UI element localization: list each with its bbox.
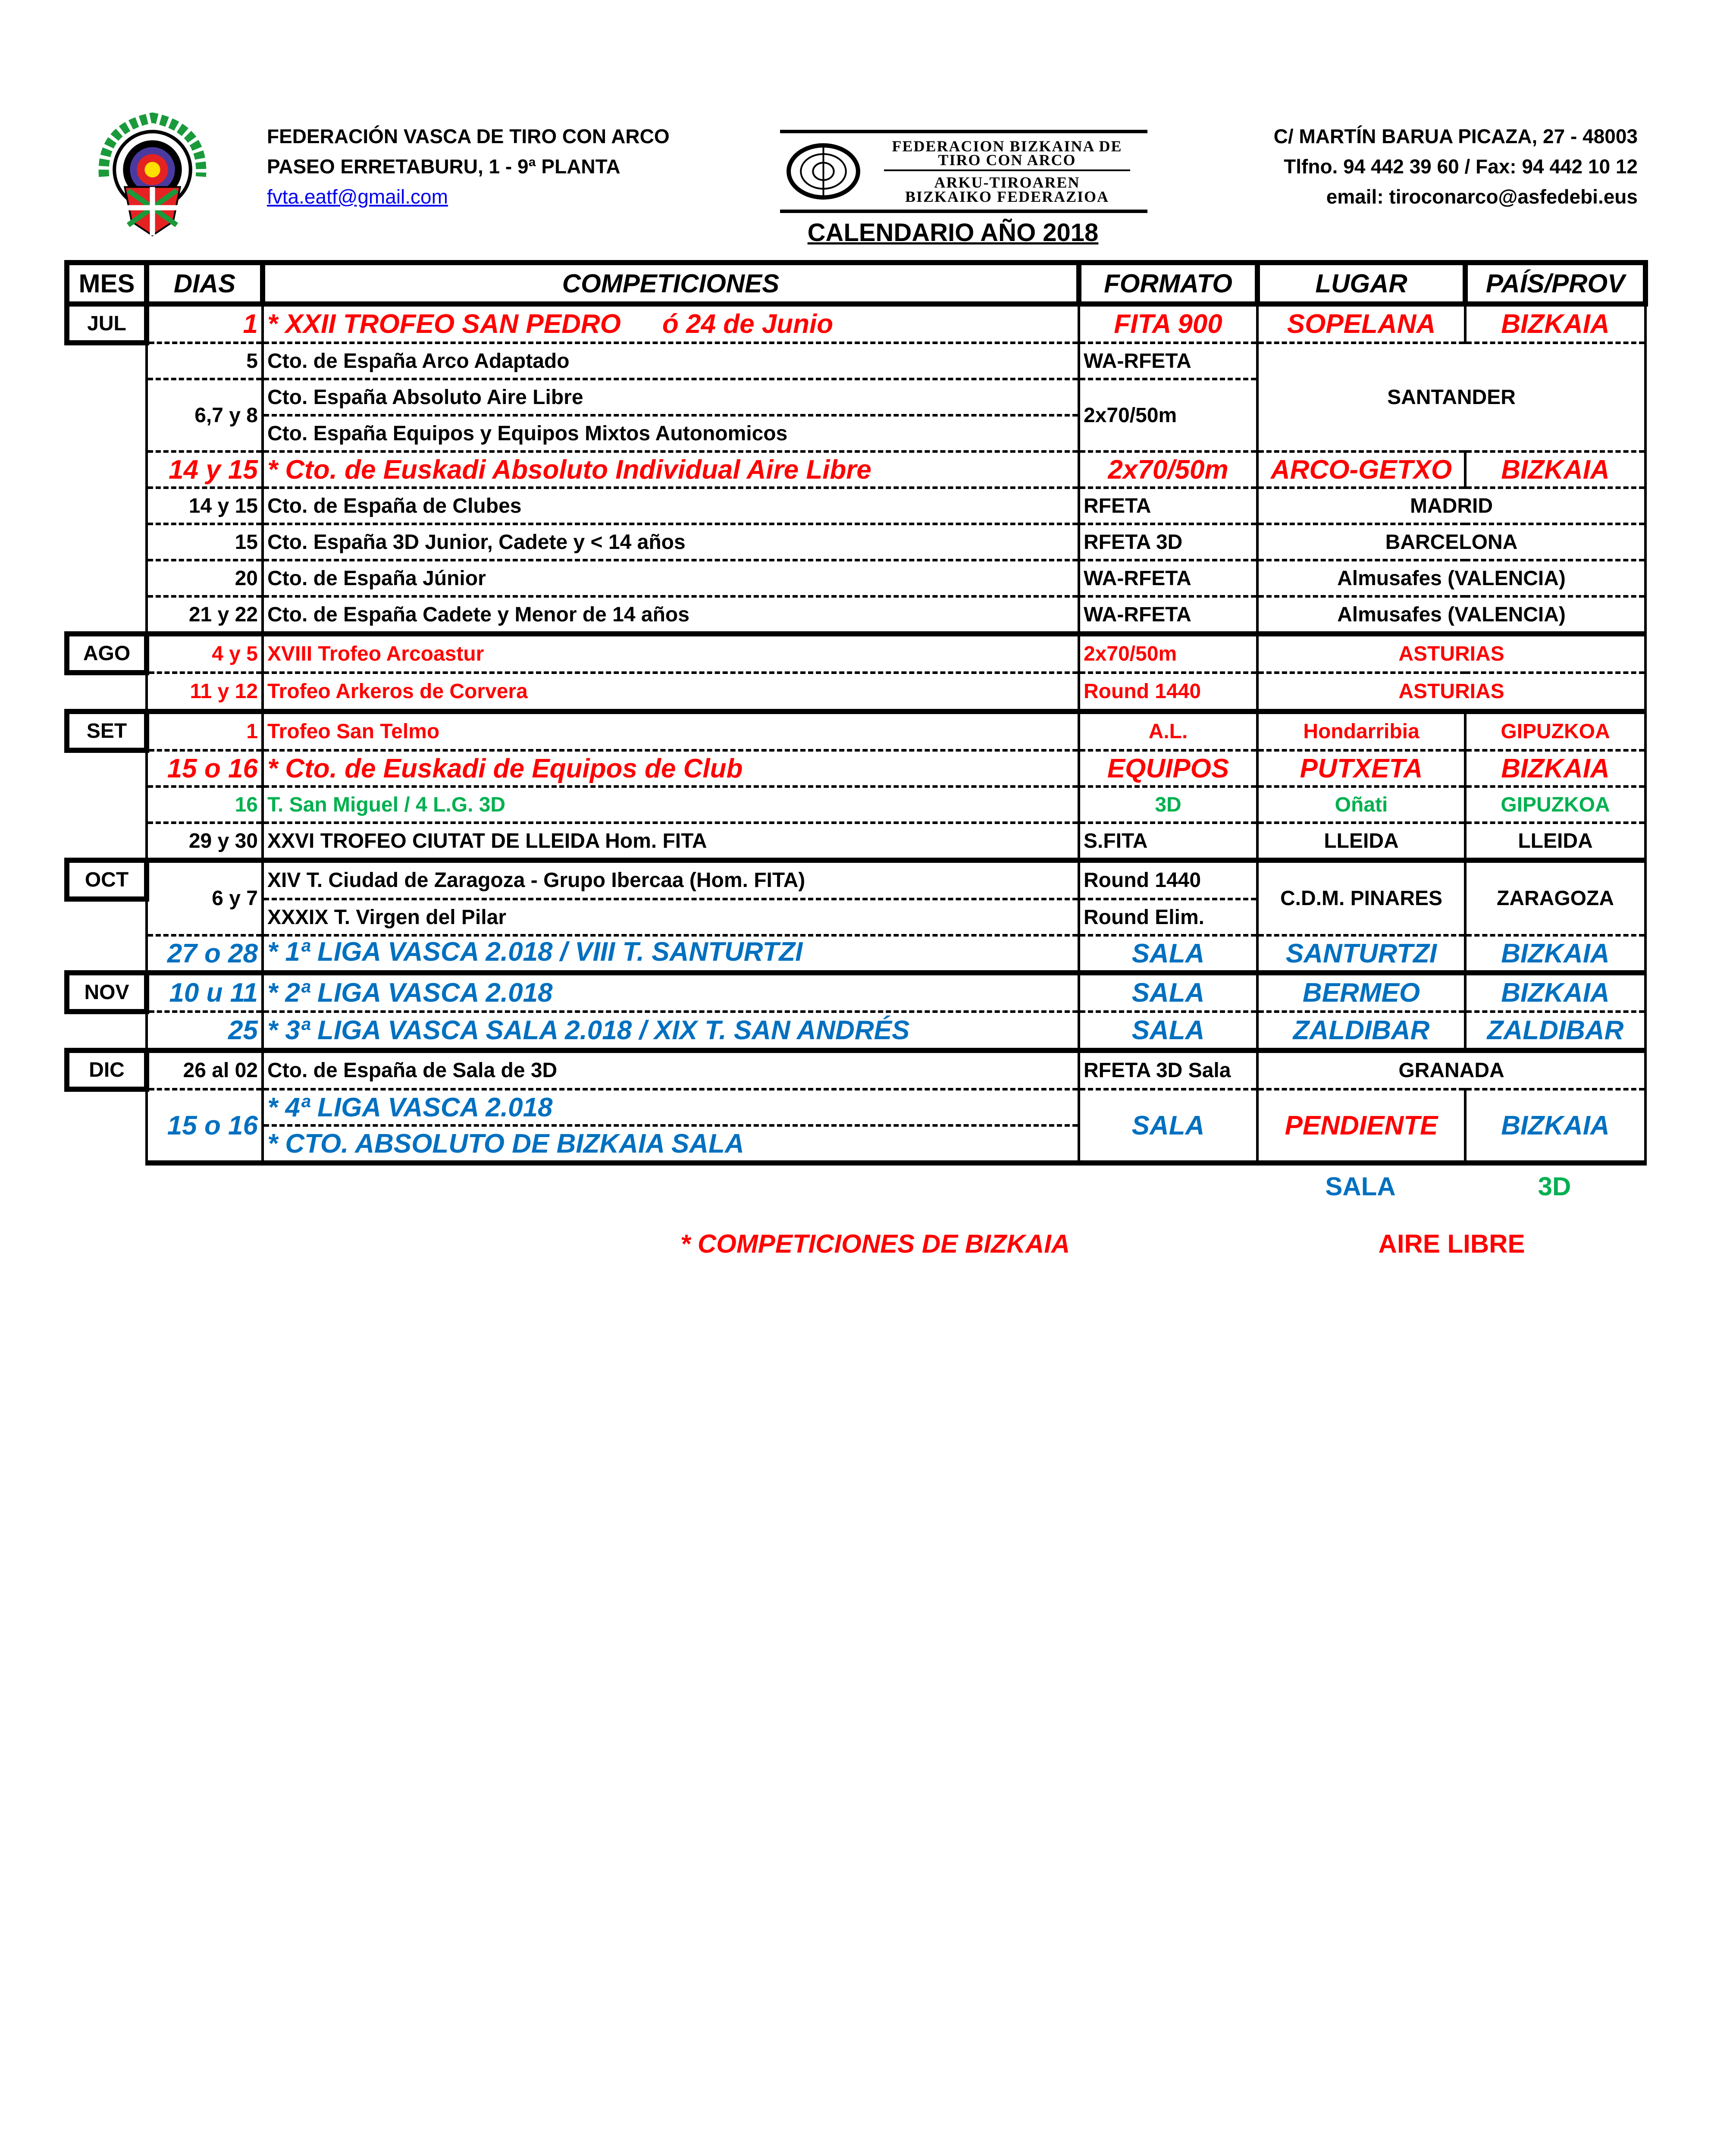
comp-cell: * 2ª LIGA VASCA 2.018 — [263, 973, 1079, 1012]
formato-cell: Round Elim. — [1079, 899, 1257, 935]
formato-cell: Round 1440 — [1079, 860, 1257, 899]
formato-cell: WA-RFETA — [1079, 560, 1257, 596]
table-row — [67, 1050, 1645, 1089]
empty-month-cell — [67, 451, 147, 488]
formato-cell: RFETA 3D Sala — [1079, 1050, 1257, 1089]
bizkaia-federation-logo — [780, 130, 1147, 213]
legend-bizkaia: * COMPETICIONES DE BIZKAIA — [680, 1229, 1070, 1258]
dias-cell: 11 y 12 — [147, 673, 263, 711]
comp-cell: Cto. de España Cadete y Menor de 14 años — [263, 596, 1079, 634]
month-cell: JUL — [67, 304, 147, 343]
formato-cell: RFETA — [1079, 488, 1257, 524]
dias-cell: 5 — [147, 343, 263, 379]
federation-name: FEDERACIÓN VASCA DE TIRO CON ARCO — [267, 125, 670, 147]
empty-month-cell — [67, 596, 147, 634]
table-row — [67, 787, 1645, 823]
formato-cell: A.L. — [1079, 711, 1257, 750]
legend-3d: 3D — [1538, 1172, 1571, 1201]
empty-month-cell — [67, 935, 147, 973]
comp-cell: XVIII Trofeo Arcoastur — [263, 634, 1079, 673]
lugar-cell: PENDIENTE — [1257, 1089, 1465, 1163]
comp-cell: Trofeo San Telmo — [263, 711, 1079, 750]
comp-note: ó 24 de Junio — [662, 309, 834, 339]
email-link[interactable]: fvta.eatf@gmail.com — [267, 185, 448, 208]
logo-line: BIZKAIKO FEDERAZIOA — [905, 188, 1109, 205]
dias-cell: 27 o 28 — [147, 935, 263, 973]
dias-cell: 10 u 11 — [147, 973, 263, 1012]
contact-info — [1109, 121, 1638, 212]
comp-cell: * 3ª LIGA VASCA SALA 2.018 / XIX T. SAN ANDRÉS — [263, 1012, 1079, 1050]
comp-cell: Cto. de España Arco Adaptado — [263, 343, 1079, 379]
formato-cell: SALA — [1079, 1089, 1257, 1163]
prov-cell: BIZKAIA — [1465, 973, 1645, 1012]
comp-cell: Cto. de España de Sala de 3D — [263, 1050, 1079, 1089]
table-row — [67, 596, 1645, 634]
table-row — [67, 1089, 1645, 1125]
lugar-cell: SANTURTZI — [1257, 935, 1465, 973]
dias-cell: 21 y 22 — [147, 596, 263, 634]
dias-cell: 15 — [147, 524, 263, 560]
empty-month-cell — [67, 415, 147, 451]
comp-cell: * CTO. ABSOLUTO DE BIZKAIA SALA — [263, 1125, 1079, 1163]
comp-cell: * 1ª LIGA VASCA 2.018 / VIII T. SANTURTZI — [263, 935, 1079, 973]
comp-cell: * Cto. de Euskadi Absoluto Individual Aire Libre — [263, 451, 1079, 488]
empty-month-cell — [67, 1125, 147, 1163]
federation-address — [267, 121, 670, 212]
dias-cell: 1 — [147, 711, 263, 750]
prov-cell: BIZKAIA — [1465, 750, 1645, 787]
table-row — [67, 673, 1645, 711]
dias-cell: 29 y 30 — [147, 823, 263, 860]
formato-cell: 3D — [1079, 787, 1257, 823]
dias-cell: 14 y 15 — [147, 488, 263, 524]
dias-cell: 15 o 16 — [147, 750, 263, 787]
formato-cell: WA-RFETA — [1079, 343, 1257, 379]
prov-cell: GIPUZKOA — [1465, 787, 1645, 823]
col-lugar: LUGAR — [1257, 263, 1465, 304]
formato-cell: WA-RFETA — [1079, 596, 1257, 634]
table-row — [67, 750, 1645, 787]
empty-month-cell — [67, 750, 147, 787]
lugar-cell: SANTANDER — [1257, 343, 1645, 451]
table-row — [67, 560, 1645, 596]
contact-phone: Tlfno. 94 442 39 60 / Fax: 94 442 10 12 — [1284, 155, 1638, 178]
table-row — [67, 860, 1645, 899]
target-emblem-icon — [785, 140, 862, 203]
lugar-cell: ASTURIAS — [1257, 673, 1645, 711]
empty-month-cell — [67, 1012, 147, 1050]
comp-cell: Trofeo Arkeros de Corvera — [263, 673, 1079, 711]
comp-cell: T. San Miguel / 4 L.G. 3D — [263, 787, 1079, 823]
prov-cell: ZARAGOZA — [1465, 860, 1645, 935]
col-dias: DIAS — [147, 263, 263, 304]
comp-cell: Cto. de España Júnior — [263, 560, 1079, 596]
comp-cell: Cto. España Absoluto Aire Libre — [263, 379, 1079, 415]
dias-cell: 26 al 02 — [147, 1050, 263, 1089]
logo-line: TIRO CON ARCO — [938, 151, 1076, 169]
lugar-cell: BERMEO — [1257, 973, 1465, 1012]
table-row — [67, 1012, 1645, 1050]
contact-email: email: tiroconarco@asfedebi.eus — [1326, 185, 1638, 208]
legend-aire-libre: AIRE LIBRE — [1378, 1229, 1525, 1258]
comp-cell: Cto. España Equipos y Equipos Mixtos Autonomicos — [263, 415, 1079, 451]
col-mes: MES — [67, 263, 147, 304]
lugar-cell: Almusafes (VALENCIA) — [1257, 596, 1645, 634]
empty-month-cell — [67, 899, 147, 935]
empty-month-cell — [67, 488, 147, 524]
table-row — [67, 343, 1645, 379]
lugar-cell: GRANADA — [1257, 1050, 1645, 1089]
empty-month-cell — [67, 524, 147, 560]
logo-line: ARKU-TIROAREN — [934, 174, 1080, 191]
table-header — [67, 263, 1645, 304]
formato-cell: SALA — [1079, 1012, 1257, 1050]
col-competiciones: COMPETICIONES — [263, 263, 1079, 304]
col-pais: PAÍS/PROV — [1465, 263, 1645, 304]
comp-name: * XXII TROFEO SAN PEDRO — [267, 309, 621, 339]
lugar-cell: SOPELANA — [1257, 304, 1465, 343]
dias-cell: 6 y 7 — [147, 860, 263, 935]
formato-cell: S.FITA — [1079, 823, 1257, 860]
empty-month-cell — [67, 1089, 147, 1125]
comp-cell: XIV T. Ciudad de Zaragoza - Grupo Ibercaa (Hom. FITA) — [263, 860, 1079, 899]
lugar-cell: C.D.M. PINARES — [1257, 860, 1465, 935]
dias-cell: 14 y 15 — [147, 451, 263, 488]
col-formato: FORMATO — [1079, 263, 1257, 304]
prov-cell: BIZKAIA — [1465, 1089, 1645, 1163]
dias-cell: 16 — [147, 787, 263, 823]
prov-cell: ZALDIBAR — [1465, 1012, 1645, 1050]
dias-cell: 15 o 16 — [147, 1089, 263, 1163]
month-cell: AGO — [67, 634, 147, 673]
dias-cell: 20 — [147, 560, 263, 596]
table-row — [67, 935, 1645, 973]
table-row — [67, 711, 1645, 750]
comp-cell — [263, 304, 1079, 343]
formato-cell: 2x70/50m — [1079, 451, 1257, 488]
lugar-cell: LLEIDA — [1257, 823, 1465, 860]
lugar-cell: ZALDIBAR — [1257, 1012, 1465, 1050]
prov-cell: LLEIDA — [1465, 823, 1645, 860]
table-row — [67, 634, 1645, 673]
formato-cell: 2x70/50m — [1079, 634, 1257, 673]
calendar-table — [64, 260, 1648, 1166]
empty-month-cell — [67, 823, 147, 860]
table-row — [67, 304, 1645, 343]
month-cell: DIC — [67, 1050, 147, 1089]
month-cell: NOV — [67, 973, 147, 1012]
month-cell: SET — [67, 711, 147, 750]
formato-cell: SALA — [1079, 935, 1257, 973]
table-row — [67, 524, 1645, 560]
empty-month-cell — [67, 787, 147, 823]
comp-cell: Cto. España 3D Junior, Cadete y < 14 años — [263, 524, 1079, 560]
month-cell: OCT — [67, 860, 147, 899]
lugar-cell: Oñati — [1257, 787, 1465, 823]
table-row — [67, 823, 1645, 860]
dias-cell: 4 y 5 — [147, 634, 263, 673]
formato-cell: EQUIPOS — [1079, 750, 1257, 787]
empty-month-cell — [67, 379, 147, 415]
prov-cell: BIZKAIA — [1465, 304, 1645, 343]
comp-cell: XXVI TROFEO CIUTAT DE LLEIDA Hom. FITA — [263, 823, 1079, 860]
dias-cell: 6,7 y 8 — [147, 379, 263, 451]
table-row — [67, 973, 1645, 1012]
lugar-cell: Hondarribia — [1257, 711, 1465, 750]
legend-sala: SALA — [1325, 1172, 1396, 1201]
empty-month-cell — [67, 673, 147, 711]
formato-cell: SALA — [1079, 973, 1257, 1012]
empty-month-cell — [67, 343, 147, 379]
empty-month-cell — [67, 560, 147, 596]
comp-cell: * Cto. de Euskadi de Equipos de Club — [263, 750, 1079, 787]
lugar-cell: BARCELONA — [1257, 524, 1645, 560]
lugar-cell: ASTURIAS — [1257, 634, 1645, 673]
formato-cell: RFETA 3D — [1079, 524, 1257, 560]
table-row — [67, 451, 1645, 488]
lugar-cell: PUTXETA — [1257, 750, 1465, 787]
logo-line: FEDERACION BIZKAINA DE — [892, 138, 1122, 155]
prov-cell: BIZKAIA — [1465, 935, 1645, 973]
comp-cell: Cto. de España de Clubes — [263, 488, 1079, 524]
formato-cell: FITA 900 — [1079, 304, 1257, 343]
lugar-cell: Almusafes (VALENCIA) — [1257, 560, 1645, 596]
fvta-logo — [87, 107, 218, 239]
prov-cell: BIZKAIA — [1465, 451, 1645, 488]
formato-cell: Round 1440 — [1079, 673, 1257, 711]
page-title: CALENDARIO AÑO 2018 — [807, 219, 1099, 247]
formato-cell: 2x70/50m — [1079, 379, 1257, 451]
dias-cell: 25 — [147, 1012, 263, 1050]
contact-address: C/ MARTÍN BARUA PICAZA, 27 - 48003 — [1273, 125, 1638, 147]
comp-cell: * 4ª LIGA VASCA 2.018 — [263, 1089, 1079, 1125]
logo-divider — [884, 169, 1130, 171]
federation-street: PASEO ERRETABURU, 1 - 9ª PLANTA — [267, 155, 620, 178]
comp-cell: XXXIX T. Virgen del Pilar — [263, 899, 1079, 935]
dias-cell: 1 — [147, 304, 263, 343]
lugar-cell: ARCO-GETXO — [1257, 451, 1465, 488]
prov-cell: GIPUZKOA — [1465, 711, 1645, 750]
lugar-cell: MADRID — [1257, 488, 1645, 524]
table-row — [67, 488, 1645, 524]
